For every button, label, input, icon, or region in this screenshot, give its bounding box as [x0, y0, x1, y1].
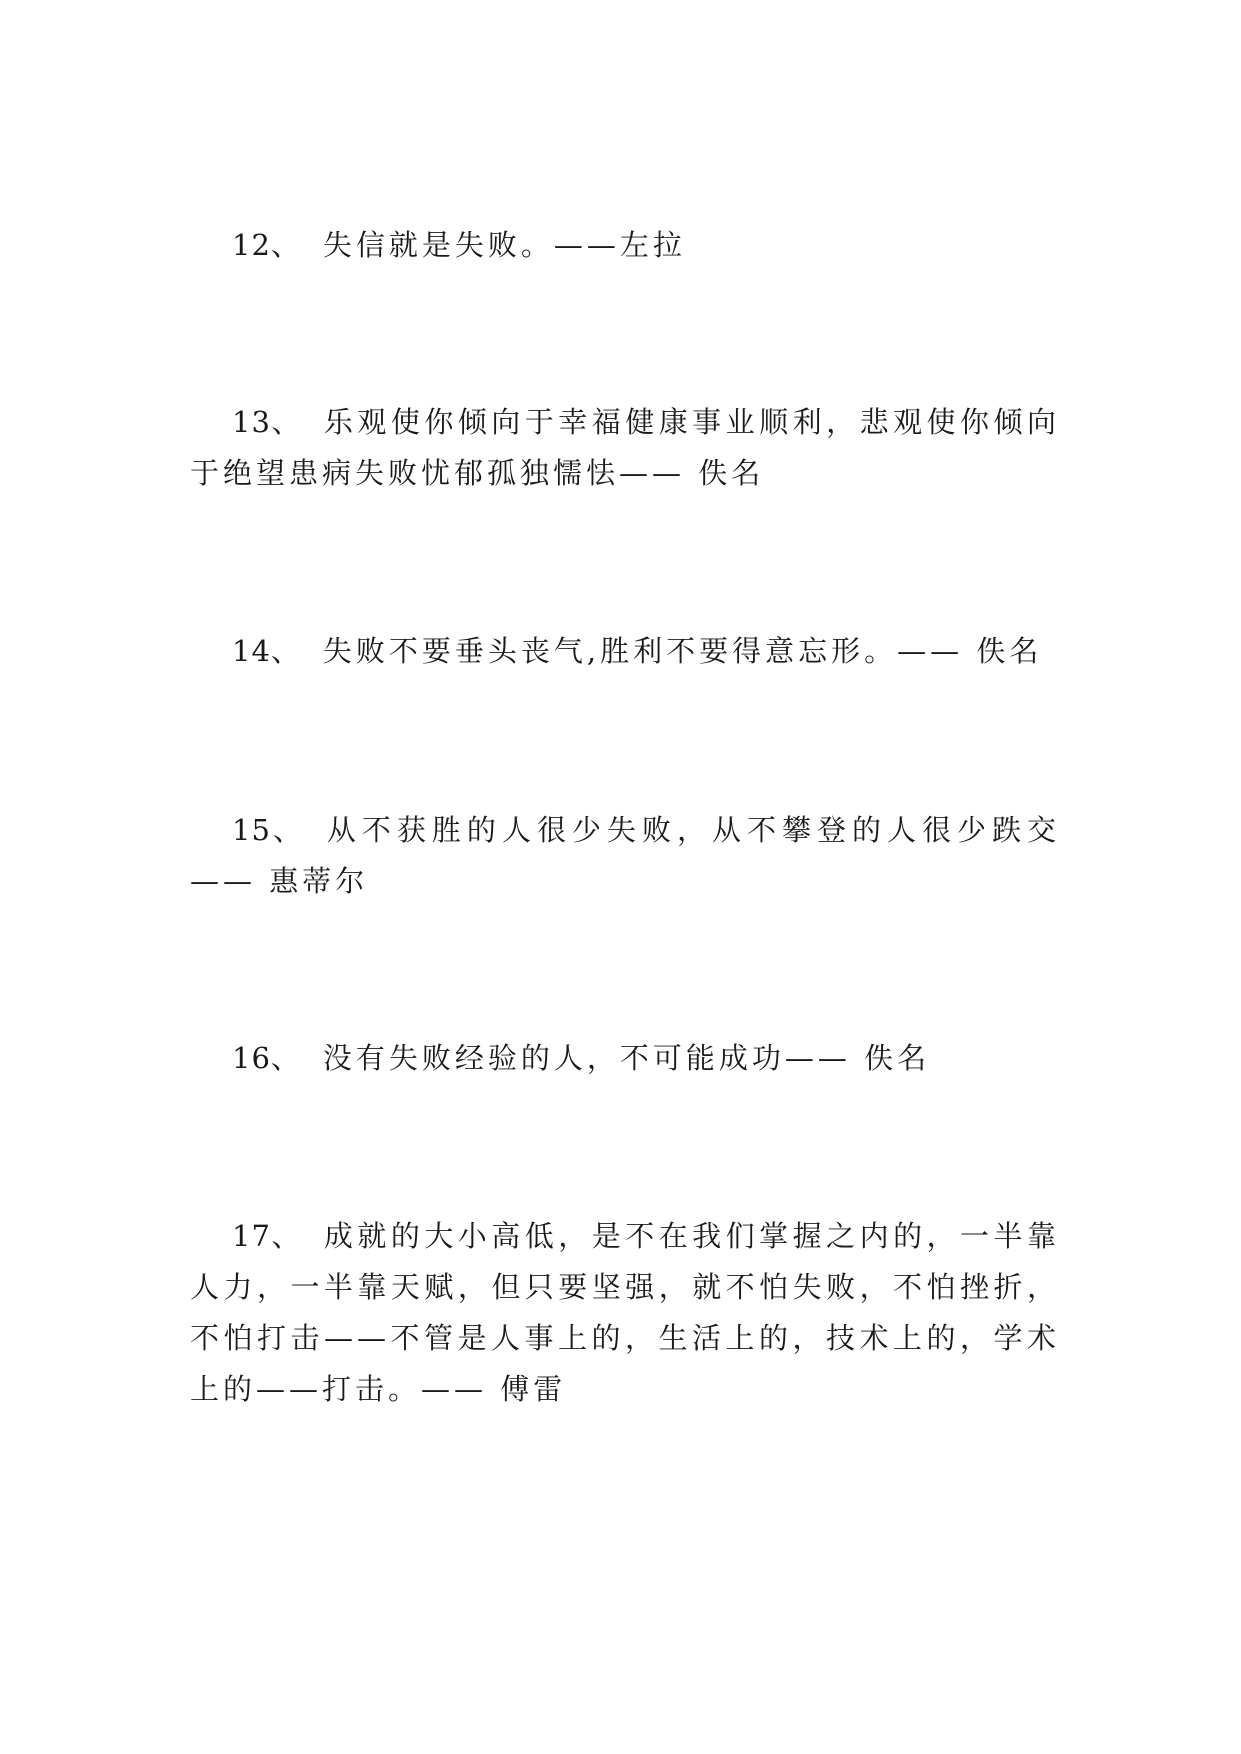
quote-text: 失败不要垂头丧气,胜利不要得意忘形。—— 佚名 — [322, 634, 1043, 668]
quote-14 — [190, 626, 1060, 677]
quote-15 — [190, 805, 1060, 907]
quote-13 — [190, 397, 1060, 499]
quote-number: 17、 — [232, 1219, 302, 1253]
quote-text: 成就的大小高低，是不在我们掌握之内的，一半靠人力，一半靠天赋，但只要坚强，就不怕失败，不怕挫折，不怕打击——不管是人事上的，生活上的，技术上的，学术上的——打击。—— 傅雷 — [190, 1219, 1060, 1406]
quote-text: 乐观使你倾向于幸福健康事业顺利，悲观使你倾向于绝望患病失败忧郁孤独懦怯—— 佚名 — [190, 405, 1060, 490]
quote-number: 14、 — [232, 634, 301, 668]
quote-number: 13、 — [232, 405, 302, 439]
quote-text: 失信就是失败。——左拉 — [322, 228, 686, 262]
quote-text: 从不获胜的人很少失败，从不攀登的人很少跌交—— 惠蒂尔 — [190, 813, 1060, 898]
quote-17 — [190, 1211, 1060, 1415]
quote-16 — [190, 1033, 1060, 1084]
quote-number: 12、 — [232, 228, 301, 262]
quote-12 — [190, 220, 1060, 271]
quote-number: 15、 — [232, 813, 305, 847]
quote-number: 16、 — [232, 1041, 301, 1075]
quote-text: 没有失败经验的人，不可能成功—— 佚名 — [322, 1041, 931, 1075]
